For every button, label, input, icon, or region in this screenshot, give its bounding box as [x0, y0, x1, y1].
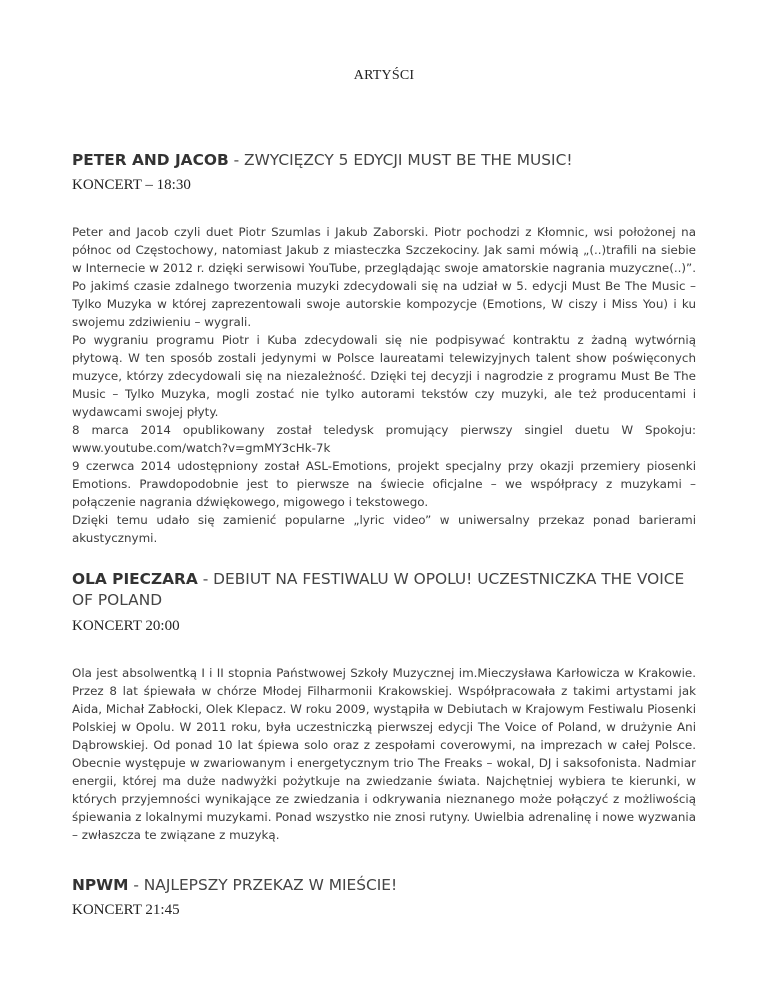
concert-time: KONCERT 20:00 [72, 618, 180, 634]
bio-paragraph: Po wygraniu programu Piotr i Kuba zdecydowali się nie podpisywać kontraktu z żadną wytwórnią płytową. W ten sposób zostali jedynymi w Polsce laureatami telewizyjnych talent show poświęconych muzyce, którzy zdecydowali się na niezależność. Dzięki tej decyzji i nagrodzie z programu Must Be The Music – Tylko Muzyka, mogli zostać nie tylko autorami tekstów czy muzyki, ale też producentami i wydawcami swojej płyty. [72, 333, 696, 419]
artist-bio [72, 223, 696, 547]
artist-name: OLA PIECZARA [72, 570, 198, 588]
bio-paragraph: Ola jest absolwentką I i II stopnia Państwowej Szkoły Muzycznej im.Mieczysława Karłowicza w Krakowie. Przez 8 lat śpiewała w chórze Młodej Filharmonii Krakowskiej. Współpracowała z takimi artystami jak Aida, Michał Zabłocki, Olek Klepacz. W roku 2009, wystąpiła w Debiutach w Krajowym Festiwalu Piosenki Polskiej w Opolu. W 2011 roku, była uczestniczką pierwszej edycji The Voice of Poland, w drużynie Ani Dąbrowskiej. Od ponad 10 lat śpiewa solo oraz z zespołami coverowymi, na imprezach w całej Polsce. Obecnie występuje w zwariowanym i energetycznym trio The Freaks – wokal, DJ i saksofonista. Nadmiar energii, której ma duże nadwyżki pożytkuje na zwiedzanie świata. Najchętniej wybiera te kierunki, w których przyjemności wynikające ze zwiedzania i odkrywania nieznanego może połączyć z możliwością śpiewania z lokalnymi muzykami. Ponad wszystko nie znosi rutyny. Uwielbia adrenalinę i nowe wyzwania – zwłaszcza te związane z muzyką. [72, 666, 696, 842]
section-heading-peter-and-jacob [72, 150, 696, 171]
artist-subtitle: - NAJLEPSZY PRZEKAZ W MIEŚCIE! [128, 876, 398, 894]
concert-time: KONCERT 21:45 [72, 902, 180, 918]
artist-name: PETER AND JACOB [72, 151, 229, 169]
section-heading-npwm [72, 875, 696, 896]
page-title: ARTYŚCI [353, 68, 415, 83]
section-heading-ola-pieczara [72, 569, 696, 611]
artist-subtitle: - ZWYCIĘZCY 5 EDYCJI MUST BE THE MUSIC! [228, 151, 573, 169]
bio-paragraph: Peter and Jacob czyli duet Piotr Szumlas i Jakub Zaborski. Piotr pochodzi z Kłomnic, wsi położonej na północ od Częstochowy, natomiast Jakub z miasteczka Szczekociny. Jak sami mówią „(..)trafili na siebie w Internecie w 2012 r. dzięki serwisowi YouTube, przeglądając swoje amatorskie nagrania muzyczne(..)”. Po jakimś czasie zdalnego tworzenia muzyki zdecydowali się na udział w 5. edycji Must Be The Music – Tylko Muzyka w której zaprezentowali swoje autorskie kompozycje (Emotions, W ciszy i Miss You) i ku swojemu zdziwieniu – wygrali. [72, 225, 696, 329]
artist-subtitle: - DEBIUT NA FESTIWALU W OPOLU! UCZESTNICZKA THE VOICE OF POLAND [72, 570, 685, 609]
artist-name: NPWM [72, 876, 129, 894]
bio-paragraph: Dzięki temu udało się zamienić popularne „lyric video” w uniwersalny przekaz ponad barierami akustycznymi. [72, 513, 696, 545]
artist-bio [72, 664, 696, 844]
bio-paragraph: 8 marca 2014 opublikowany został teledysk promujący pierwszy singiel duetu W Spokoju: www.youtube.com/watch?v=gmMY3cHk-7k [72, 423, 696, 455]
concert-time: KONCERT – 18:30 [72, 177, 191, 193]
bio-paragraph: 9 czerwca 2014 udostępniony został ASL-Emotions, projekt specjalny przy okazji przemiery piosenki Emotions. Prawdopodobnie jest to pierwsze na świecie oficjalne – we współpracy z muzykami – połączenie nagrania dźwiękowego, migowego i tekstowego. [72, 459, 696, 509]
